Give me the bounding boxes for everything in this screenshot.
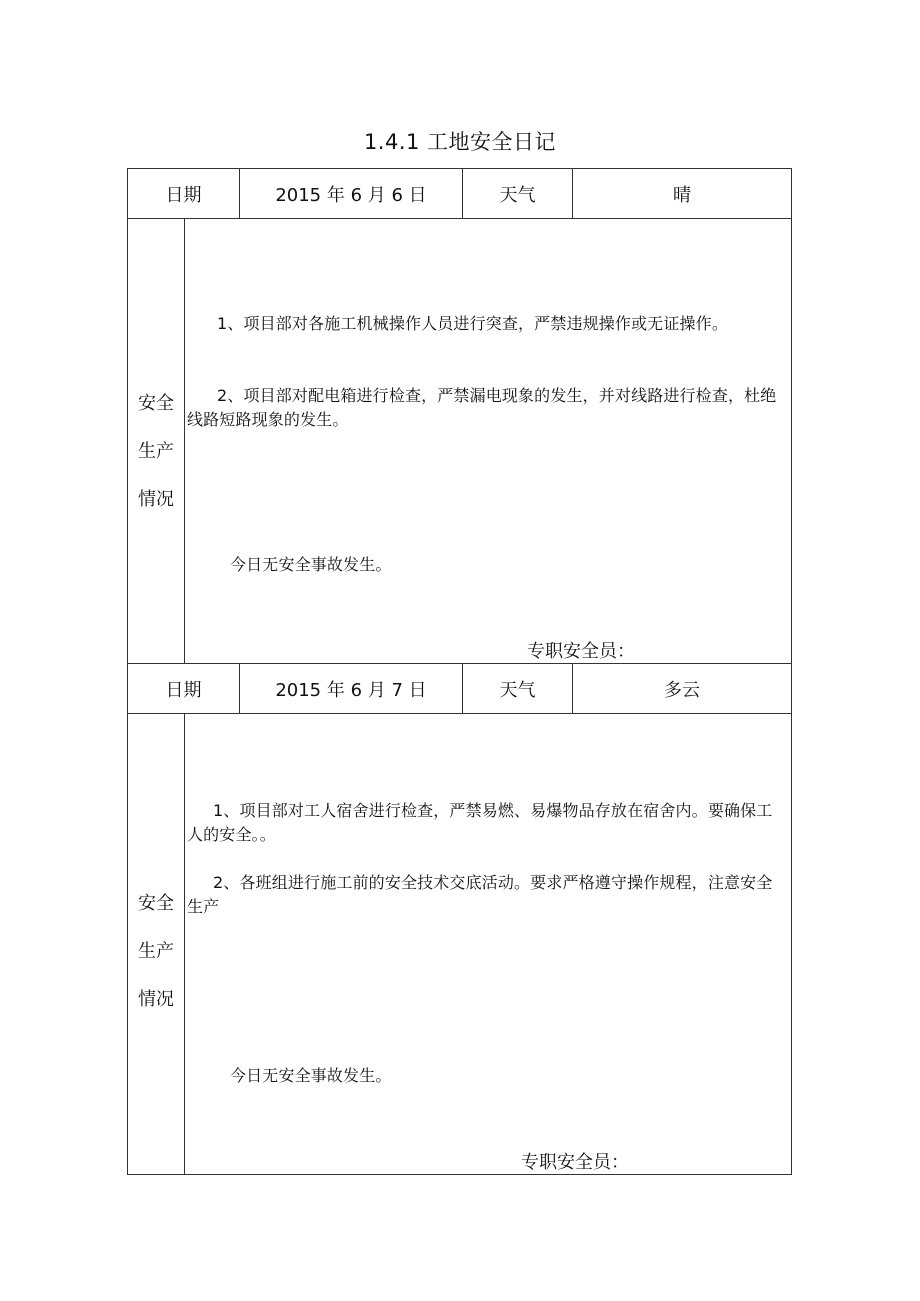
weather-value: 多云 (664, 679, 700, 701)
section-label (128, 880, 184, 1024)
inspection-item: 2、项目部对配电箱进行检查，严禁漏电现象的发生，并对线路进行检查，杜绝线路短路现象的发生。 (187, 386, 777, 429)
inspection-item: 1、项目部对工人宿舍进行检查，严禁易燃、易爆物品存放在宿舍内。要确保工人的安全。。 (187, 801, 773, 844)
section-label-line: 生产 (138, 941, 174, 962)
date-label: 日期 (165, 679, 202, 701)
date-label: 日期 (165, 184, 202, 206)
section-label-line: 情况 (138, 489, 174, 510)
inspection-item: 2、各班组进行施工前的安全技术交底活动。要求严格遵守操作规程，注意安全生产 (187, 873, 773, 916)
safety-officer-signature: 专职安全员： (521, 1152, 629, 1173)
page-title: 1.4.1 工地安全日记 (363, 130, 557, 154)
weather-label: 天气 (499, 184, 536, 206)
column-divider (184, 218, 185, 664)
safety-officer-signature: 专职安全员： (527, 641, 635, 662)
section-label (128, 380, 184, 524)
section-label-line: 安全 (138, 393, 174, 414)
daily-summary: 今日无安全事故发生。 (230, 1066, 392, 1085)
column-divider (184, 713, 185, 1175)
weather-label: 天气 (499, 679, 536, 701)
weather-value: 晴 (673, 184, 691, 206)
section-label-line: 安全 (138, 893, 174, 914)
daily-summary: 今日无安全事故发生。 (230, 555, 392, 574)
inspection-item: 1、项目部对各施工机械操作人员进行突查，严禁违规操作或无证操作。 (217, 314, 728, 333)
date-value: 2015 年 6 月 6 日 (275, 184, 427, 206)
section-label-line: 情况 (138, 989, 174, 1010)
row-divider (127, 218, 792, 219)
row-divider (127, 713, 792, 714)
date-value: 2015 年 6 月 7 日 (275, 679, 427, 701)
section-label-line: 生产 (138, 441, 174, 462)
